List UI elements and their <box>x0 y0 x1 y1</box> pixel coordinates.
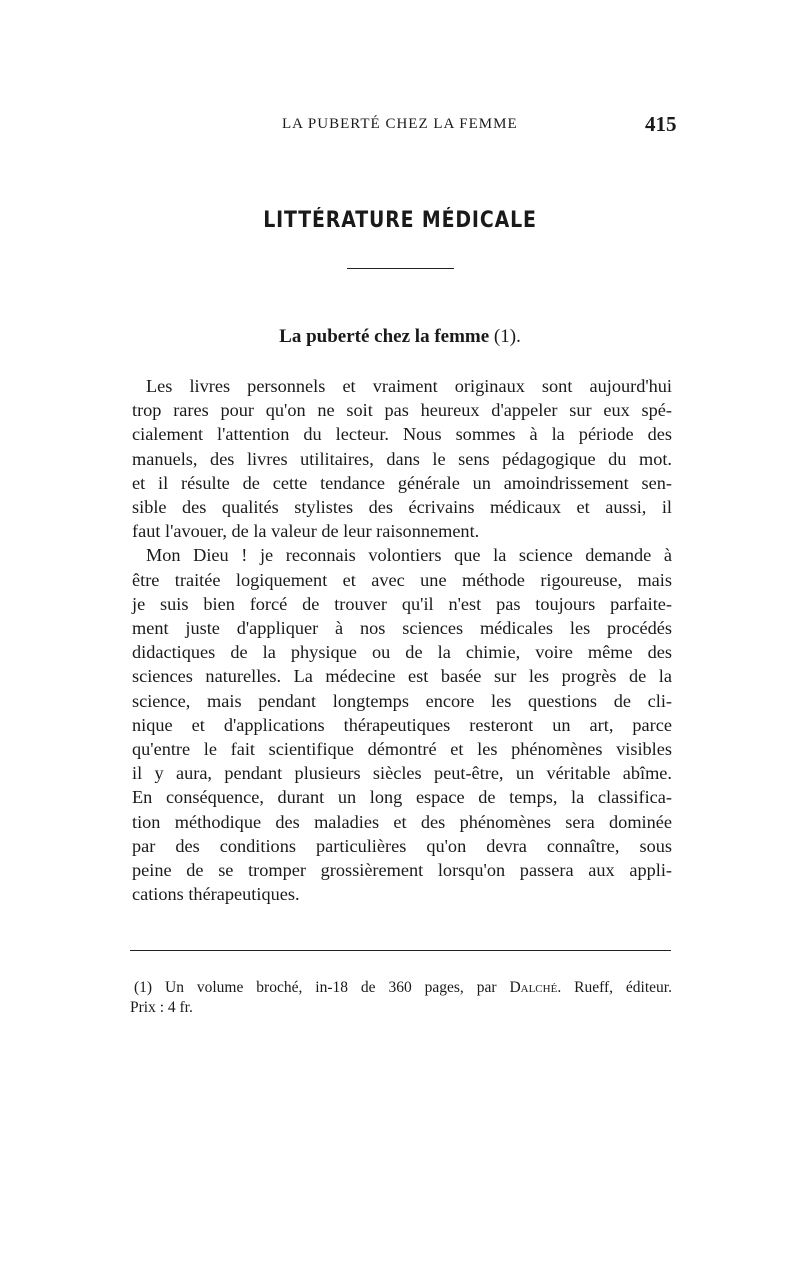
article-title-text: La puberté chez la femme <box>279 326 490 347</box>
section-title: LITTÉRATURE MÉDICALE <box>263 208 537 233</box>
body-line: cations thérapeutiques. <box>132 884 300 905</box>
page-number: 415 <box>645 112 677 136</box>
article-title-note: (1). <box>493 326 521 347</box>
body-line: nique et d'applications thérapeutiques resteront un art, parce <box>132 714 672 735</box>
body-line: tion méthodique des maladies et des phénomènes sera dominée <box>132 811 672 832</box>
body-line: En conséquence, durant un long espace de temps, la classifica- <box>132 787 672 808</box>
body-line: manuels, des livres utilitaires, dans le sens pédagogique du mot. <box>132 448 672 469</box>
body-line: Mon Dieu ! je reconnais volontiers que la science demande à <box>146 545 672 566</box>
body-line: sciences naturelles. La médecine est basée sur les progrès de la <box>132 666 672 687</box>
title-rule <box>347 268 454 269</box>
body-line: peine de se tromper grossièrement lorsqu'on passera aux appli- <box>132 860 672 881</box>
footnote-price: Prix : 4 fr. <box>130 999 193 1016</box>
body-line: didactiques de la physique ou de la chimie, voire même des <box>132 642 672 663</box>
body-line: cialement l'attention du lecteur. Nous sommes à la période des <box>132 424 672 445</box>
body-line: science, mais pendant longtemps encore les questions de cli- <box>132 690 672 711</box>
body-line: qu'entre le fait scientifique démontré et les phénomènes visibles <box>132 739 672 760</box>
footnote <box>130 978 672 1018</box>
body-line: faut l'avouer, de la valeur de leur raisonnement. <box>132 521 480 542</box>
body-line: être traitée logiquement et avec une méthode rigoureuse, mais <box>132 569 672 590</box>
running-head: LA PUBERTÉ CHEZ LA FEMME <box>282 116 518 132</box>
body-line: ment juste d'appliquer à nos sciences médicales les procédés <box>132 618 672 639</box>
body-line: il y aura, pendant plusieurs siècles peut-être, un véritable abîme. <box>132 763 672 784</box>
body-text <box>132 374 672 906</box>
footnote-line <box>130 978 672 998</box>
body-line: par des conditions particulières qu'on devra connaître, sous <box>132 835 672 856</box>
body-line: Les livres personnels et vraiment originaux sont aujourd'hui <box>146 376 672 396</box>
body-line: je suis bien forcé de trouver qu'il n'est pas toujours parfaite- <box>132 593 672 614</box>
article-title <box>0 326 800 348</box>
footnote-text: (1) Un volume broché, in-18 de 360 pages, par <box>134 979 510 996</box>
body-line: et il résulte de cette tendance générale un amoindrissement sen- <box>132 472 672 493</box>
footnote-author: Dalché <box>509 979 558 996</box>
footnote-rule <box>130 950 671 951</box>
body-line: sible des qualités stylistes des écrivains médicaux et aussi, il <box>132 497 672 518</box>
body-line: trop rares pour qu'on ne soit pas heureux d'appeler sur eux spé- <box>132 400 672 421</box>
footnote-publisher: . Rueff, éditeur. <box>557 979 672 996</box>
